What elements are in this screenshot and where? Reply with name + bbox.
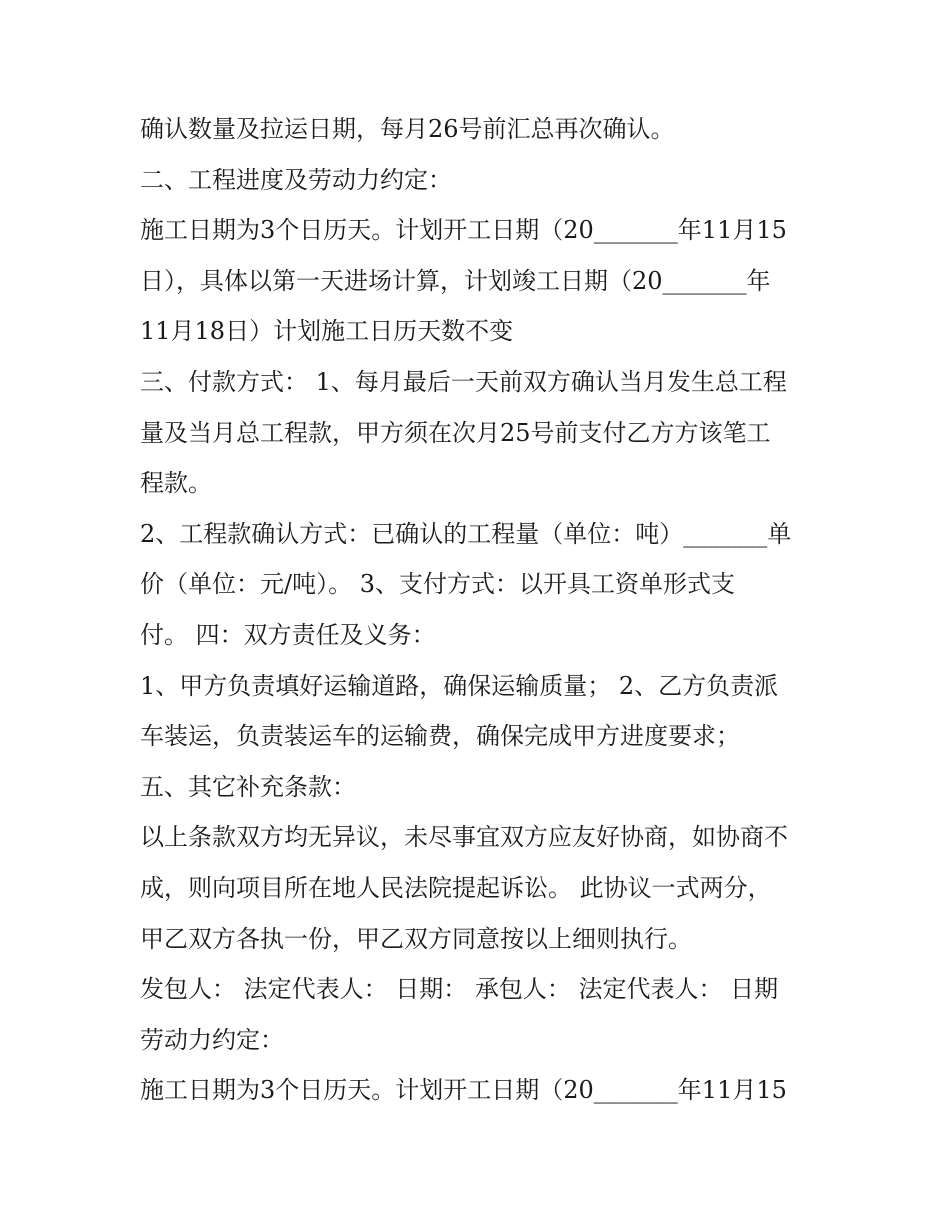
- text-line: 确认数量及拉运日期，每月26号前汇总再次确认。: [140, 115, 675, 143]
- section-heading: 二、工程进度及劳动力约定：: [140, 165, 452, 194]
- text-line: 价（单位：元/吨）。 3、支付方式：以开具工资单形式支: [140, 570, 735, 599]
- text-line: 车装运，负责装运车的运输费，确保完成甲方进度要求；: [140, 722, 740, 751]
- text-line: 施工日期为3个日历天。计划开工日期（20_______年11月15: [140, 1076, 787, 1105]
- text-line: 施工日期为3个日历天。计划开工日期（20_______年11月15: [140, 216, 787, 245]
- text-line: 1、甲方负责填好运输道路，确保运输质量； 2、乙方负责派: [140, 671, 779, 700]
- text-line: 日），具体以第一天进场计算，计划竣工日期（20_______年: [140, 266, 771, 295]
- text-line: 成，则向项目所在地人民法院提起诉讼。 此协议一式两分，: [140, 873, 772, 902]
- signature-line: 发包人： 法定代表人： 日期： 承包人： 法定代表人： 日期: [140, 975, 779, 1004]
- section-heading: 三、付款方式： 1、每月最后一天前双方确认当月发生总工程: [140, 367, 787, 396]
- text-line: 11月18日）计划施工日历天数不变: [140, 317, 514, 346]
- text-line: 量及当月总工程款，甲方须在次月25号前支付乙方方该笔工: [140, 418, 771, 447]
- text-line: 以上条款双方均无异议，未尽事宜双方应友好协商，如协商不: [140, 823, 788, 852]
- text-line: 程款。: [140, 469, 212, 498]
- text-line: 2、工程款确认方式：已确认的工程量（单位：吨）_______单: [140, 519, 792, 548]
- section-heading: 五、其它补充条款：: [140, 772, 356, 801]
- contract-text: [140, 104, 820, 1116]
- text-line: 劳动力约定：: [140, 1025, 284, 1054]
- text-line: 付。 四：双方责任及义务：: [140, 620, 436, 649]
- text-line: 甲乙双方各执一份，甲乙双方同意按以上细则执行。: [140, 924, 692, 953]
